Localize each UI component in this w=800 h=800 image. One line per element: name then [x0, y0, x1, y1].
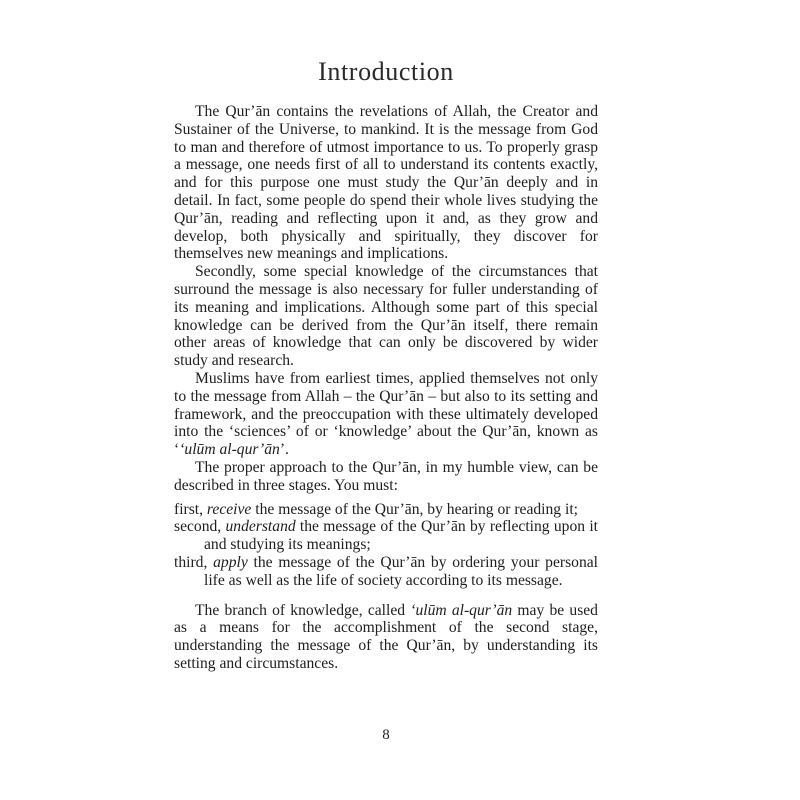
- paragraph-branch-of-knowledge: The branch of knowledge, called ‘ulūm al-qur’ān may be used as a means for the accomplishment of the second stage, understanding the message of the Qur’ān, by understanding its setting and circumstances.: [174, 601, 598, 672]
- stage-item-second: second, understand the message of the Qur’ān by reflecting upon it and studying its meanings;: [174, 518, 598, 554]
- page-number: 8: [382, 727, 390, 743]
- paragraph-proper-approach: The proper approach to the Qur’ān, in my humble view, can be described in three stages. You must:: [174, 458, 598, 494]
- paragraph-revelations: The Qur’ān contains the revelations of Allah, the Creator and Sustainer of the Universe, to mankind. It is the message from God to man and therefore of utmost importance to us. To properly grasp a message, one needs first of all to understand its contents exactly, and for this purpose one must study the Qur’ān deeply and in detail. In fact, some people do spend their whole lives studying the Qur’ān, reading and reflecting upon it and, as they grow and develop, both physically and spiritually, they discover for themselves new meanings and implications.: [174, 103, 598, 263]
- stage-item-third: third, apply the message of the Qur’ān by ordering your personal life as well as the life of society according to its message.: [174, 553, 599, 589]
- stage-item-first: first, receive the message of the Qur’ān, by hearing or reading it;: [174, 500, 578, 518]
- paragraph-muslims: Muslims have from earliest times, applied themselves not only to the message from Allah – the Qur’ān – but also to its setting and framework, and the preoccupation with these ultimately developed into the ‘sciences’ of or ‘knowledge’ about the Qur’ān, known as ‘‘ulūm al-qur’ān’.: [174, 369, 598, 459]
- page-title: Introduction: [318, 57, 454, 86]
- paragraph-secondly: Secondly, some special knowledge of the circumstances that surround the message is also necessary for fuller understanding of its meaning and implications. Although some part of this special knowledge can be derived from the Qur’ān itself, there remain other areas of knowledge that can only be discovered by wider study and research.: [174, 263, 598, 370]
- stages-list: [174, 501, 598, 590]
- text-column: [174, 57, 598, 673]
